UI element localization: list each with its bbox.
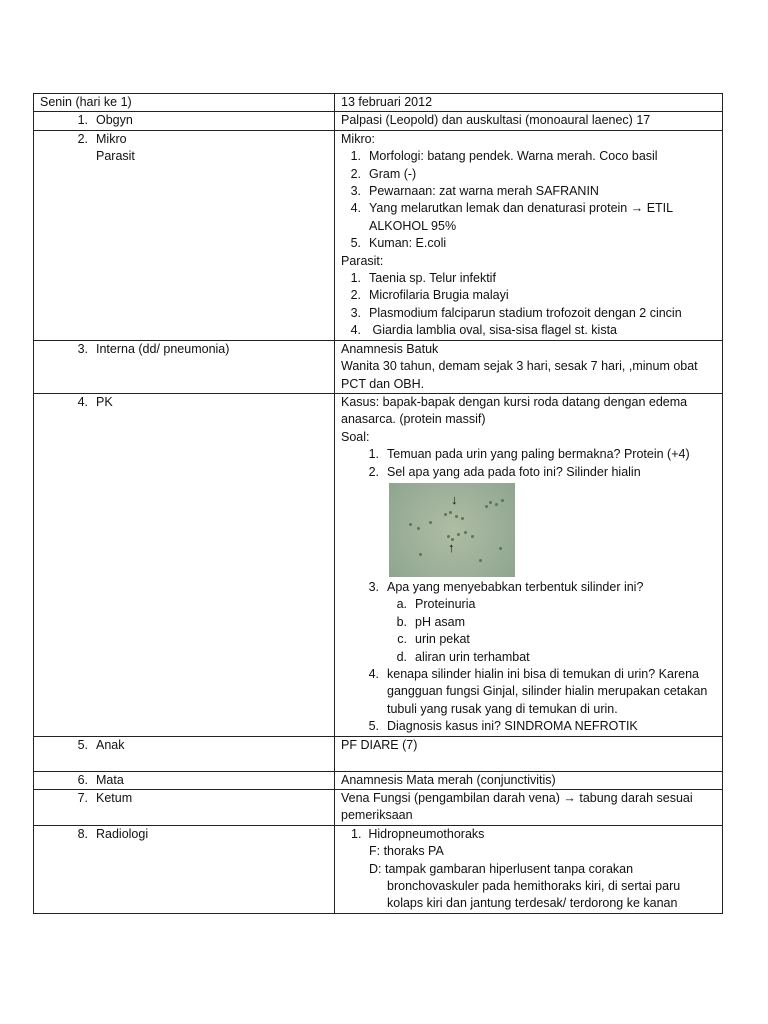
header-day: Senin (hari ke 1) bbox=[34, 94, 335, 112]
row-content: Anamnesis Mata merah (conjunctivitis) bbox=[341, 772, 556, 787]
row-label: Mikro bbox=[96, 131, 127, 146]
row-sublabel: Parasit bbox=[96, 149, 135, 164]
row-pk: 4. PK Kasus: bapak-bapak dengan kursi roda datang dengan edema anasarca. (protein massif) Soal: 1. Temuan pada urin yang paling bermakna? Protein (+4) 2. Sel apa yang ada pada foto ini? Silinder hialin ↓ ↑ 3. Apa yang menyebabkan terbentuk silinder ini? a. Proteinuria b. pH asam c. urin pekat d. aliran urin terhambat 4. kenapa silinder hialin ini bisa di temukan di urin? Karena gangguan fungsi Ginjal, silinder hialin merupakan cetakan tubuli yang rusak yang di temukan di urin. 5. Diagnosis kasus ini? SINDROMA NEFROTIK bbox=[34, 393, 723, 736]
rad-line: kolaps kiri dan jantung terdesak/ terdorong ke kanan bbox=[387, 896, 678, 911]
row-radiologi: 8. Radiologi 1. Hidropneumothoraks F: thoraks PA D: tampak gambaran hiperlusent tanpa corakan bronchovaskuler pada hemithoraks kiri, di sertai paru kolaps kiri dan jantung terdesak/ terdorong ke kanan bbox=[34, 825, 723, 913]
row-content: Palpasi (Leopold) dan auskultasi (monoaural laenec) 17 bbox=[341, 113, 651, 128]
parasit-title: Parasit: bbox=[341, 253, 384, 268]
list-item: Taenia sp. Telur infektif bbox=[369, 271, 496, 286]
row-content: Vena Fungsi (pengambilan darah vena) → tabung darah sesuai pemeriksaan bbox=[341, 791, 693, 823]
row-interna: 3. Interna (dd/ pneumonia) Anamnesis Batuk Wanita 30 tahun, demam sejak 3 hari, sesak 7 hari, ,minum obat PCT dan OBH. bbox=[34, 340, 723, 393]
rad-line: bronchovaskuler pada hemithoraks kiri, di sertai paru bbox=[387, 879, 681, 894]
option: urin pekat bbox=[415, 632, 470, 647]
row-label: PK bbox=[96, 394, 113, 409]
rad-item: 1. Hidropneumothoraks bbox=[351, 826, 485, 841]
option: Proteinuria bbox=[415, 597, 476, 612]
option: aliran urin terhambat bbox=[415, 649, 530, 664]
question: kenapa silinder hialin ini bisa di temukan di urin? Karena gangguan fungsi Ginjal, silinder hialin merupakan cetakan tubuli yang rusak yang di temukan di urin. bbox=[387, 666, 708, 716]
row-anak: 5. Anak PF DIARE (7) bbox=[34, 736, 723, 771]
list-item: Pewarnaan: zat warna merah SAFRANIN bbox=[369, 184, 599, 199]
rad-line: D: tampak gambaran hiperlusent tanpa corakan bbox=[369, 861, 634, 876]
rad-line: F: thoraks PA bbox=[369, 844, 444, 859]
question: Diagnosis kasus ini? SINDROMA NEFROTIK bbox=[387, 719, 638, 734]
row-ketum: 7. Ketum Vena Fungsi (pengambilan darah vena) → tabung darah sesuai pemeriksaan bbox=[34, 790, 723, 826]
mikro-title: Mikro: bbox=[341, 131, 376, 146]
row-label: Ketum bbox=[96, 791, 133, 805]
row-content: PF DIARE (7) bbox=[341, 737, 418, 752]
list-item: Kuman: E.coli bbox=[369, 236, 447, 251]
row-label: Obgyn bbox=[96, 113, 133, 128]
list-item: Morfologi: batang pendek. Warna merah. Coco basil bbox=[369, 149, 658, 164]
row-content: Wanita 30 tahun, demam sejak 3 hari, sesak 7 hari, ,minum obat PCT dan OBH. bbox=[341, 359, 698, 391]
row-content: Anamnesis Batuk bbox=[341, 341, 439, 356]
arrow-down-icon: ↓ bbox=[451, 491, 458, 507]
row-mata: 6. Mata Anamnesis Mata merah (conjunctivitis) bbox=[34, 771, 723, 789]
row-obgyn: 1. Obgyn Palpasi (Leopold) dan auskultasi (monoaural laenec) 17 bbox=[34, 112, 723, 130]
option: pH asam bbox=[415, 614, 466, 629]
list-item: Yang melarutkan lemak dan denaturasi protein → ETIL ALKOHOL 95% bbox=[369, 201, 673, 233]
soal-title: Soal: bbox=[341, 429, 370, 444]
row-label: Mata bbox=[96, 772, 124, 787]
row-label: Anak bbox=[96, 737, 125, 752]
list-item: Plasmodium falciparun stadium trofozoit dengan 2 cincin bbox=[369, 305, 682, 320]
question: Sel apa yang ada pada foto ini? Silinder hialin bbox=[387, 464, 641, 479]
row-label: Interna (dd/ pneumonia) bbox=[96, 341, 230, 356]
micrograph-image bbox=[389, 483, 515, 577]
schedule-table bbox=[33, 93, 723, 914]
arrow-up-icon: ↑ bbox=[448, 539, 455, 555]
row-label: Radiologi bbox=[96, 826, 149, 841]
question: Temuan pada urin yang paling bermakna? Protein (+4) bbox=[387, 447, 690, 462]
list-item: Giardia lamblia oval, sisa-sisa flagel st. kista bbox=[369, 323, 618, 338]
list-item: Microfilaria Brugia malayi bbox=[369, 288, 509, 303]
list-item: Gram (-) bbox=[369, 166, 417, 181]
header-date: 13 februari 2012 bbox=[335, 94, 723, 112]
header-row bbox=[34, 94, 723, 112]
row-mikro: 2. Mikro Parasit Mikro: 1. Morfologi: batang pendek. Warna merah. Coco basil 2. Gram (-) 3. Pewarnaan: zat warna merah SAFRANIN 4. Yang melarutkan lemak dan denaturasi protein → ETIL ALKOHOL 95% 5. Kuman: E.coli Parasit: 1. Taenia sp. Telur infektif 2. Microfilaria Brugia malayi 3. Plasmodium falciparun stadium trofozoit dengan 2 cincin 4. Giardia lamblia oval, sisa-sisa flagel st. kista bbox=[34, 130, 723, 340]
case-text: Kasus: bapak-bapak dengan kursi roda datang dengan edema anasarca. (protein massif) bbox=[341, 394, 688, 427]
question: Apa yang menyebabkan terbentuk silinder ini? bbox=[387, 579, 644, 594]
